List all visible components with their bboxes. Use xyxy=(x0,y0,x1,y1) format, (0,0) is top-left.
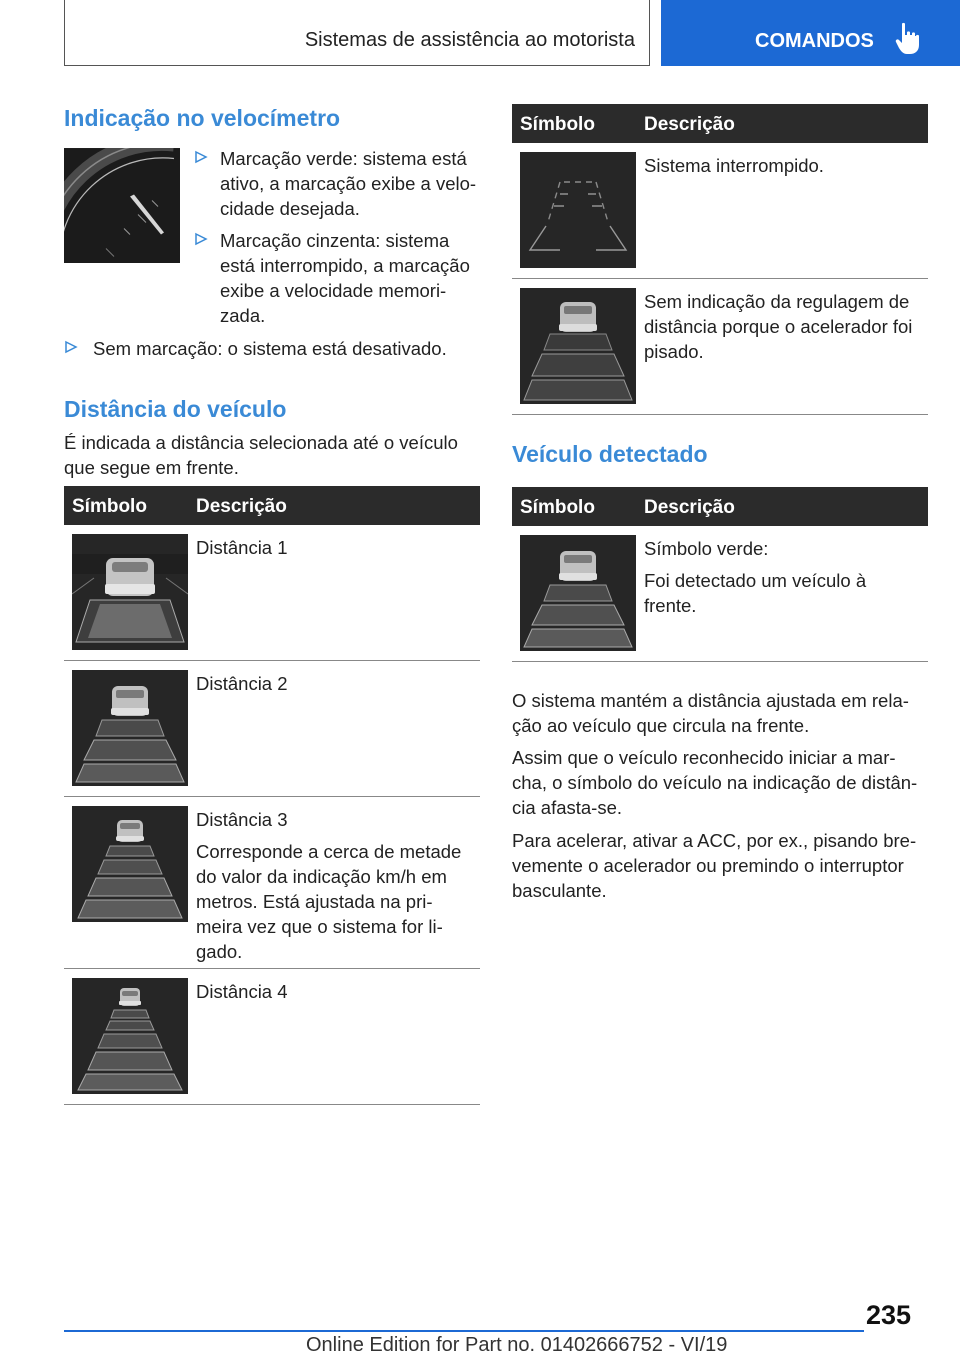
speedometer-item-no-mark: Sem marcação: o sistema está desativado. xyxy=(64,336,480,361)
vehicle-detected-paragraph-2: Assim que o veículo reconhecido iniciar a mar- cha, o símbolo do veículo na indicação de distân- cia afasta-se. xyxy=(512,747,918,818)
triangle-bullet-icon xyxy=(194,232,208,246)
table-row-divider xyxy=(64,660,480,661)
status-table-header xyxy=(512,104,928,143)
table-row-divider xyxy=(64,1104,480,1105)
speedometer-item-grey: Marcação cinzenta: sistema está interrompido, a marcação exibe a velocidade memori- zada. xyxy=(194,228,480,328)
distance-3-icon xyxy=(72,806,188,922)
distance-table-header xyxy=(64,486,480,525)
pointing-hand-icon xyxy=(895,22,921,56)
header-chapter-tab[interactable] xyxy=(661,0,960,66)
table-row-divider xyxy=(512,414,928,415)
speedometer-heading: Indicação no velocímetro xyxy=(64,105,341,131)
col-symbol-header: Símbolo xyxy=(520,497,595,518)
speedometer-marker-image xyxy=(64,148,180,263)
distance-heading: Distância do veículo xyxy=(64,396,287,422)
vehicle-detected-heading: Veículo detectado xyxy=(512,441,708,467)
distance-4-icon xyxy=(72,978,188,1094)
system-interrupted-description: Sistema interrompido. xyxy=(644,155,824,176)
distance-1-icon xyxy=(72,534,188,650)
distance-intro: É indicada a distância selecionada até o veículo que segue em frente. xyxy=(64,432,458,478)
footer-rule xyxy=(64,1330,864,1332)
speedometer-item-green: Marcação verde: sistema está ativo, a marcação exibe a velo- cidade desejada. xyxy=(194,146,480,221)
distance-2-icon xyxy=(72,670,188,786)
table-row-divider xyxy=(64,968,480,969)
vehicle-detected-paragraph-1: O sistema mantém a distância ajustada em rela- ção ao veículo que circula na frente. xyxy=(512,690,909,736)
triangle-bullet-icon xyxy=(64,340,78,354)
vehicle-detected-icon xyxy=(520,535,636,651)
table-row-divider xyxy=(64,796,480,797)
page-number: 235 xyxy=(866,1300,912,1330)
col-symbol-header: Símbolo xyxy=(72,496,147,517)
accelerator-override-icon xyxy=(520,288,636,404)
triangle-bullet-icon xyxy=(194,150,208,164)
vehicle-detected-description: Símbolo verde: Foi detectado um veículo à frente. xyxy=(644,538,867,616)
system-interrupted-icon xyxy=(520,152,636,268)
distance-2-description: Distância 2 xyxy=(196,673,288,694)
distance-3-description: Distância 3 Corresponde a cerca de metade do valor da indicação km/h em metros. Está ajustada na pri- meira vez que o sistema for li- gado. xyxy=(196,809,462,962)
distance-4-description: Distância 4 xyxy=(196,981,288,1002)
footer-edition: Online Edition for Part no. 01402666752 - VI/19 xyxy=(306,1334,728,1356)
header-section-title: Sistemas de assistência ao motorista xyxy=(304,29,635,51)
col-description-header: Descrição xyxy=(196,496,287,517)
table-row-divider xyxy=(512,278,928,279)
header-chapter-label: COMANDOS xyxy=(755,30,874,52)
col-symbol-header: Símbolo xyxy=(520,114,595,135)
header-section-box xyxy=(64,0,650,66)
accelerator-override-description: Sem indicação da regulagem de distância porque o acelerador foi pisado. xyxy=(644,291,913,362)
col-description-header: Descrição xyxy=(644,114,735,135)
vehicle-detected-paragraph-3: Para acelerar, ativar a ACC, por ex., pisando bre- vemente o acelerador ou premindo o interruptor basculante. xyxy=(512,830,917,901)
vehicle-detected-table-header xyxy=(512,487,928,526)
distance-1-description: Distância 1 xyxy=(196,537,288,558)
col-description-header: Descrição xyxy=(644,497,735,518)
table-row-divider xyxy=(512,661,928,662)
